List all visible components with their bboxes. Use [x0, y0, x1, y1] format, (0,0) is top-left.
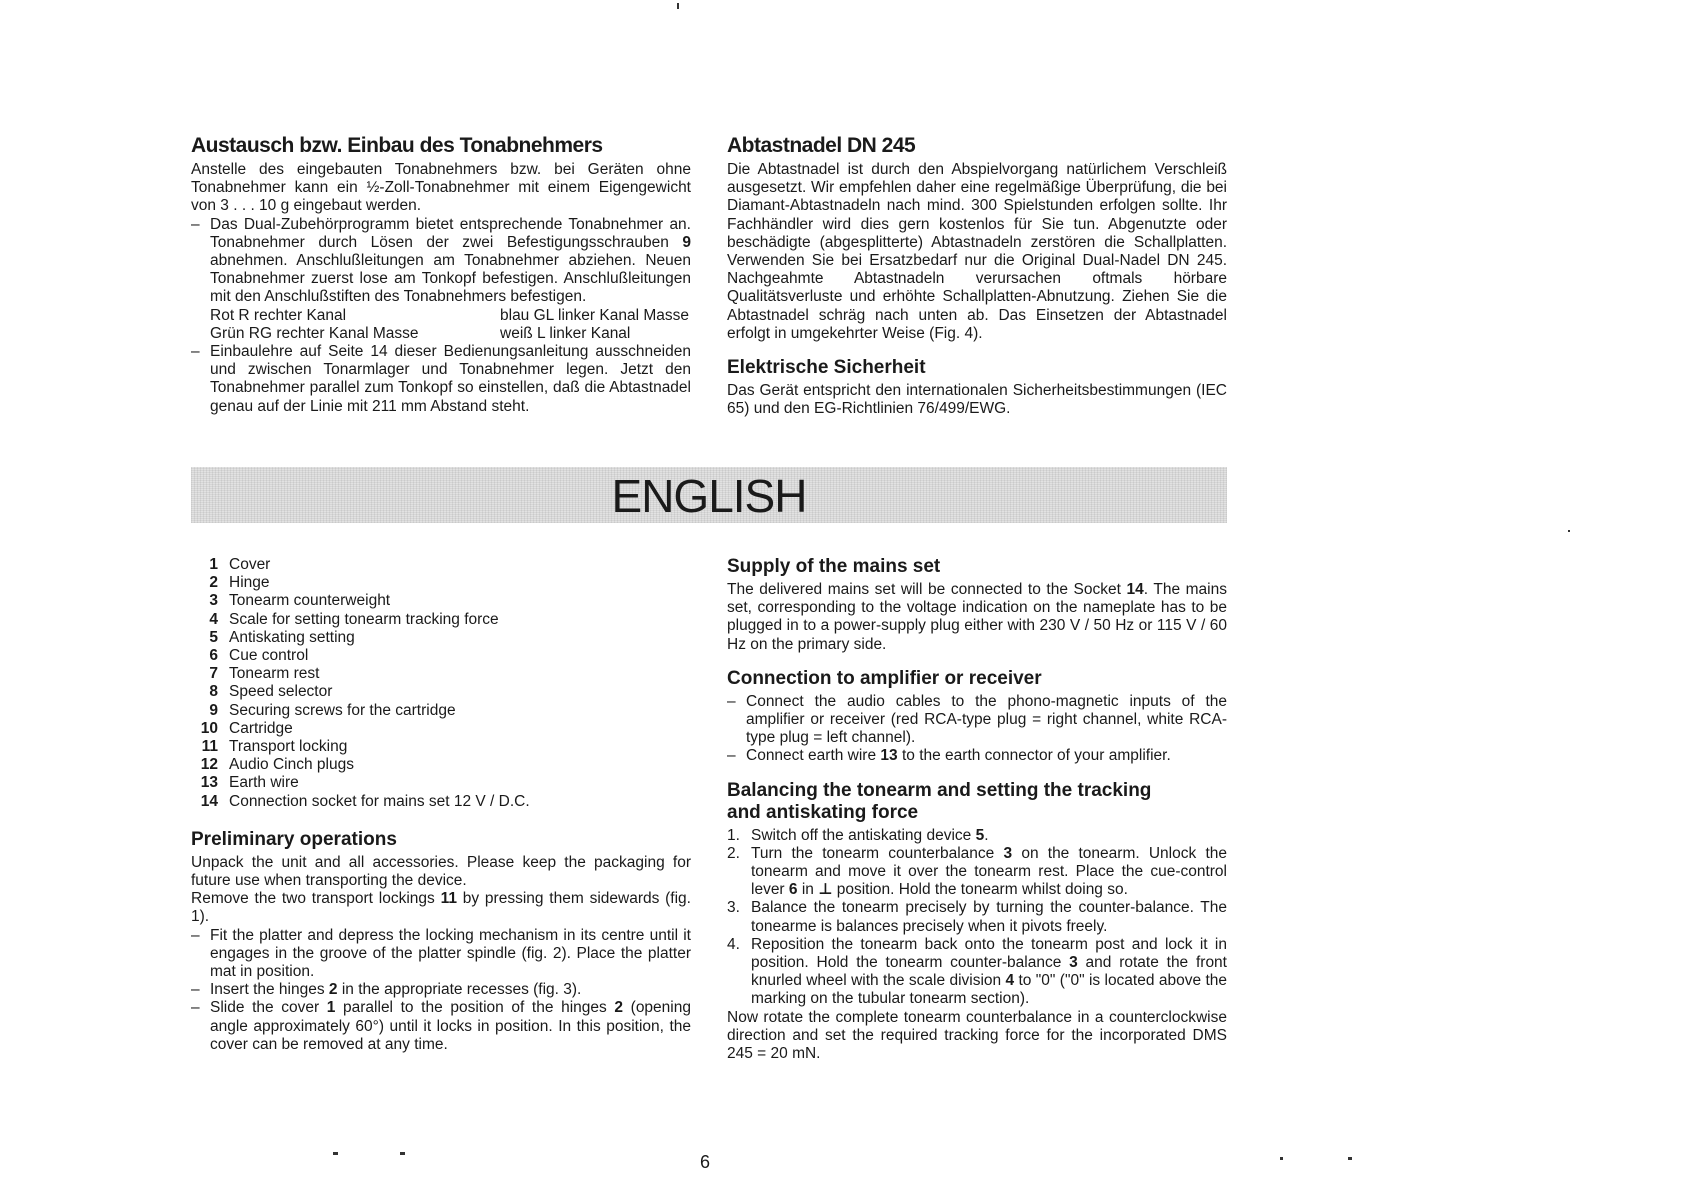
- list-item: – Fit the platter and depress the locking mechanism in its centre until it engages in the groove of the platter spindle (fig. 2). Place the platter mat in position.: [191, 926, 691, 981]
- prelim-p2: Remove the two transport lockings 11 by pressing them sidewards (fig. 1).: [191, 890, 691, 926]
- part-label: Securing screws for the cartridge: [229, 701, 456, 719]
- part-number: 7: [209, 665, 218, 683]
- list-item: – Slide the cover 1 parallel to the position of the hinges 2 (opening angle approximately 60°) until it locks in position. In this position, the cover can be removed at any time.: [191, 999, 691, 1053]
- cue-down-symbol: ⊥: [818, 881, 833, 899]
- step-item: 2. Turn the tonearm counterbalance 3 on the tonearm. Unlock the tonearm and move it over the tonearm rest. Place the cue-control lever 6 in ⊥ position. Hold the tonearm whilst doing so.: [727, 844, 1227, 899]
- cartridge-de-title: Austausch bzw. Einbau des Tonabnehmers: [191, 134, 603, 157]
- parts-list-item: [191, 556, 691, 574]
- parts-list-item: [191, 629, 691, 647]
- part-number: 9: [209, 701, 218, 719]
- part-number: 10: [200, 719, 218, 737]
- dash-marker: –: [191, 999, 200, 1017]
- scan-speck: [1568, 530, 1570, 532]
- cartridge-de-intro: Anstelle des eingebauten Tonabnehmers bzw. bei Geräten ohne Tonabnehmer kann ein ½-Zoll-Tonabnehmer mit einem Eigengewicht von 3 . . . 10 g eingebaut werden.: [191, 161, 691, 215]
- dash-marker: –: [191, 215, 200, 233]
- part-number: 5: [209, 628, 218, 646]
- step-item: 1. Switch off the antiskating device 5.: [727, 826, 989, 844]
- part-label: Scale for setting tonearm tracking force: [229, 610, 499, 628]
- parts-list-item: [191, 647, 691, 665]
- part-label: Antiskating setting: [229, 628, 355, 646]
- dash-marker: –: [191, 343, 200, 361]
- safety-de-text: Das Gerät entspricht den internationalen Sicherheitsbestimmungen (IEC 65) und den EG-Richtlinien 76/499/EWG.: [727, 382, 1227, 418]
- part-number: 13: [200, 774, 218, 792]
- part-number: 11: [201, 738, 218, 756]
- parts-list-item: [191, 683, 691, 701]
- balance-final: Now rotate the complete tonearm counterbalance in a counterclockwise direction and set the required tracking force for the incorporated DMS 245 = 20 mN.: [727, 1008, 1227, 1063]
- part-number: 8: [209, 683, 218, 701]
- scan-speck: [1348, 1157, 1352, 1160]
- part-label: Tonearm rest: [229, 665, 320, 683]
- page-number: 6: [700, 1152, 711, 1172]
- parts-list-item: [191, 702, 691, 720]
- list-item: – Connect earth wire 13 to the earth connector of your amplifier.: [727, 747, 1171, 765]
- prelim-p1: Unpack the unit and all accessories. Please keep the packaging for future use when transporting the device.: [191, 853, 691, 890]
- language-banner: [191, 467, 1227, 523]
- part-number: 14: [200, 792, 218, 810]
- section-cartridge-de: [191, 133, 691, 416]
- scan-speck: [400, 1152, 405, 1155]
- step-item: 4. Reposition the tonearm back onto the tonearm post and lock it in position. Hold the tonearm counter-balance 3 and rotate the front knurled wheel with the scale division 4 to "0" ("0" is located above the marking on the tubular tonearm section).: [727, 935, 1227, 1008]
- part-label: Cover: [229, 556, 271, 573]
- wire-color-row: Rot R rechter Kanal blau GL linker Kanal Masse: [210, 306, 689, 324]
- wire-color-row: Grün RG rechter Kanal Masse weiß L linker Kanal: [210, 324, 631, 342]
- part-label: Audio Cinch plugs: [229, 756, 354, 774]
- parts-list-item: [191, 738, 691, 756]
- dash-marker: –: [727, 747, 736, 765]
- parts-list-item: [191, 793, 691, 811]
- scan-speck: [333, 1152, 338, 1155]
- stylus-de-title: Abtastnadel DN 245: [727, 134, 916, 157]
- part-label: Hinge: [229, 574, 270, 592]
- parts-list: [191, 556, 691, 811]
- balance-title: Balancing the tonearm and setting the tracking and antiskating force: [727, 779, 1152, 823]
- part-number: 12: [200, 756, 218, 774]
- dash-marker: –: [727, 692, 736, 710]
- dash-marker: –: [191, 926, 200, 944]
- parts-list-item: [191, 774, 691, 792]
- section-parts-list: [191, 556, 691, 1054]
- prelim-title: Preliminary operations: [191, 828, 397, 850]
- scan-speck: [1280, 1157, 1283, 1160]
- dash-marker: –: [191, 981, 200, 999]
- section-stylus-de: [727, 133, 1227, 418]
- part-number: 6: [209, 647, 218, 665]
- part-label: Tonearm counterweight: [229, 592, 391, 610]
- part-number: 2: [209, 574, 218, 592]
- parts-list-item: [191, 665, 691, 683]
- step-item: 3. Balance the tonearm precisely by turning the counter-balance. The tonearme is balances precisely when it pivots freely.: [727, 899, 1227, 935]
- part-label: Connection socket for mains set 12 V / D.C.: [229, 792, 530, 810]
- parts-list-item: [191, 756, 691, 774]
- stylus-de-text: Die Abtastnadel ist durch den Abspielvorgang natürlichem Verschleiß ausgesetzt. Wir empfehlen daher eine regelmäßige Überprüfung, die bei Diamant-Abtastnadeln nach mind. 300 Spielstunden erfolgen sollte. Ihr Fachhändler wird dies gern kostenlos für Sie tun. Abgenutzte oder beschädigte (abgesplitterte) Abtastnadeln zerstören die Schallplatten. Verwenden Sie bei Ersatzbedarf nur die Original Dual-Nadel DN 245. Nachgeahmte Abtastnadeln verursachen oftmals hörbare Qualitätsverluste und erhöhte Schallplatten-Abnutzung. Ziehen Sie die Abtastnadel schräg nach unten ab. Das Einsetzen der Abtastnadel erfolgt in umgekehrter Weise (Fig. 4).: [727, 161, 1227, 342]
- list-item: – Connect the audio cables to the phono-magnetic inputs of the amplifier or receiver (red RCA-type plug = right channel, white RCA-type plug = left channel).: [727, 692, 1227, 747]
- list-item: – Das Dual-Zubehörprogramm bietet entsprechende Tonabnehmer an. Tonabnehmer durch Lösen der zwei Befestigungsschrauben 9 abnehmen. Anschlußleitungen am Tonabnehmer abziehen. Neuen Tonabnehmer zuerst lose am Tonkopf befestigen. Anschlußleitungen mit den Anschlußstiften des Tonabnehmers befestigen.: [191, 215, 691, 306]
- list-item: – Insert the hinges 2 in the appropriate recesses (fig. 3).: [191, 981, 582, 999]
- part-number: 1: [209, 556, 218, 573]
- part-label: Speed selector: [229, 683, 333, 701]
- mains-title: Supply of the mains set: [727, 556, 941, 577]
- part-label: Cue control: [229, 647, 309, 665]
- list-item: – Einbaulehre auf Seite 14 dieser Bedienungsanleitung ausschneiden und zwischen Tonarmlager und Tonabnehmer legen. Jetzt den Tonabnehmer parallel zum Tonkopf so einstellen, daß die Abtastnadel genau auf der Linie mit 211 mm Abstand steht.: [191, 343, 691, 415]
- part-label: Earth wire: [229, 774, 299, 792]
- safety-de-title: Elektrische Sicherheit: [727, 357, 926, 379]
- parts-list-item: [191, 611, 691, 629]
- scan-speck: [677, 3, 679, 9]
- amp-title: Connection to amplifier or receiver: [727, 667, 1042, 689]
- parts-list-item: [191, 592, 691, 610]
- part-number: 4: [209, 610, 218, 628]
- parts-list-item: [191, 574, 691, 592]
- part-label: Cartridge: [229, 719, 293, 737]
- parts-list-item: [191, 720, 691, 738]
- part-number: 3: [209, 592, 218, 610]
- section-setup-en: [727, 556, 1227, 1063]
- part-label: Transport locking: [229, 738, 348, 756]
- mains-text: The delivered mains set will be connected to the Socket 14. The mains set, corresponding to the voltage indication on the nameplate has to be plugged in to a power-supply plug either with 230 V / 50 Hz or 115 V / 60 Hz on the primary side.: [727, 581, 1227, 653]
- banner-title: ENGLISH: [611, 470, 807, 522]
